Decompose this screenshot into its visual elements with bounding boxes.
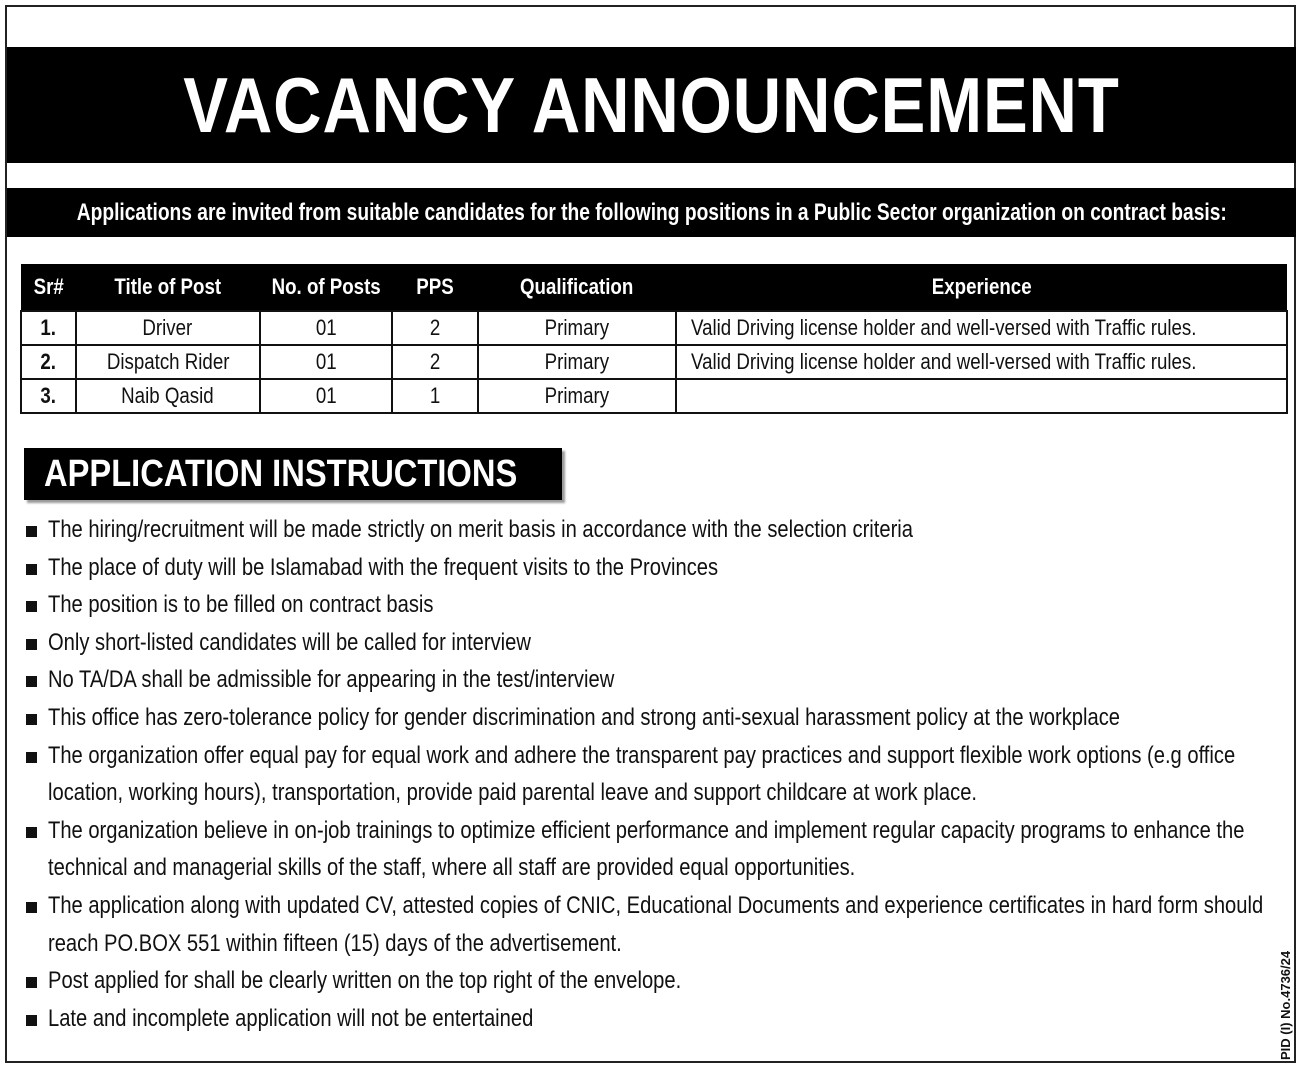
square-bullet-icon — [26, 714, 37, 725]
cell-pps: 2 — [392, 345, 477, 379]
cell-experience — [676, 379, 1287, 413]
square-bullet-icon — [26, 902, 37, 913]
cell-title: Dispatch Rider — [76, 345, 260, 379]
positions-table — [20, 264, 1288, 414]
table-header-row — [21, 264, 1287, 311]
title-banner — [7, 47, 1296, 163]
cell-pps: 2 — [392, 311, 477, 345]
square-bullet-icon — [26, 752, 37, 763]
list-item: No TA/DA shall be admissible for appearing in the test/interview — [24, 661, 1284, 699]
col-header-qualification: Qualification — [478, 264, 677, 311]
col-header-experience: Experience — [676, 264, 1287, 311]
square-bullet-icon — [26, 977, 37, 988]
cell-posts: 01 — [260, 379, 393, 413]
cell-qualification: Primary — [478, 311, 677, 345]
subtitle-banner — [7, 188, 1296, 237]
cell-title: Naib Qasid — [76, 379, 260, 413]
cell-title: Driver — [76, 311, 260, 345]
col-header-sr: Sr# — [21, 264, 76, 311]
col-header-pps: PPS — [392, 264, 477, 311]
square-bullet-icon — [26, 639, 37, 650]
list-item: The organization believe in on-job trainings to optimize efficient performance and implement regular capacity programs to enhance the technical and managerial skills of the staff, where all staff are provided equal opportunities. — [24, 812, 1284, 887]
intro-text: Applications are invited from suitable candidates for the following positions in a Public Sector organization on contract basis: — [76, 198, 1227, 226]
table-row — [21, 345, 1287, 379]
cell-experience: Valid Driving license holder and well-versed with Traffic rules. — [676, 311, 1287, 345]
square-bullet-icon — [26, 827, 37, 838]
cell-sr: 2. — [21, 345, 76, 379]
square-bullet-icon — [26, 601, 37, 612]
col-header-title: Title of Post — [76, 264, 260, 311]
cell-experience: Valid Driving license holder and well-versed with Traffic rules. — [676, 345, 1287, 379]
instructions-heading: APPLICATION INSTRUCTIONS — [44, 452, 518, 495]
cell-pps: 1 — [392, 379, 477, 413]
square-bullet-icon — [26, 676, 37, 687]
table-row — [21, 311, 1287, 345]
pid-number: PID (I) No.4736/24 — [1278, 950, 1293, 1060]
col-header-posts: No. of Posts — [260, 264, 393, 311]
list-item: Post applied for shall be clearly written on the top right of the envelope. — [24, 962, 1284, 1000]
square-bullet-icon — [26, 564, 37, 575]
list-item: Only short-listed candidates will be called for interview — [24, 624, 1284, 662]
cell-posts: 01 — [260, 311, 393, 345]
list-item: The place of duty will be Islamabad with the frequent visits to the Provinces — [24, 549, 1284, 587]
list-item: The organization offer equal pay for equal work and adhere the transparent pay practices and support flexible work options (e.g office location, working hours), transportation, provide paid parental leave and support childcare at work place. — [24, 737, 1284, 812]
list-item: The position is to be filled on contract basis — [24, 586, 1284, 624]
instructions-list — [24, 511, 1284, 1037]
cell-qualification: Primary — [478, 345, 677, 379]
cell-qualification: Primary — [478, 379, 677, 413]
list-item: The hiring/recruitment will be made strictly on merit basis in accordance with the selection criteria — [24, 511, 1284, 549]
square-bullet-icon — [26, 526, 37, 537]
list-item: The application along with updated CV, attested copies of CNIC, Educational Documents and experience certificates in hard form should reach PO.BOX 551 within fifteen (15) days of the advertisement. — [24, 887, 1284, 962]
list-item: Late and incomplete application will not be entertained — [24, 1000, 1284, 1038]
cell-posts: 01 — [260, 345, 393, 379]
cell-sr: 1. — [21, 311, 76, 345]
instructions-banner — [24, 448, 562, 500]
page-title: VACANCY ANNOUNCEMENT — [183, 60, 1120, 149]
list-item: This office has zero-tolerance policy for gender discrimination and strong anti-sexual harassment policy at the workplace — [24, 699, 1284, 737]
cell-sr: 3. — [21, 379, 76, 413]
table-row — [21, 379, 1287, 413]
square-bullet-icon — [26, 1015, 37, 1026]
